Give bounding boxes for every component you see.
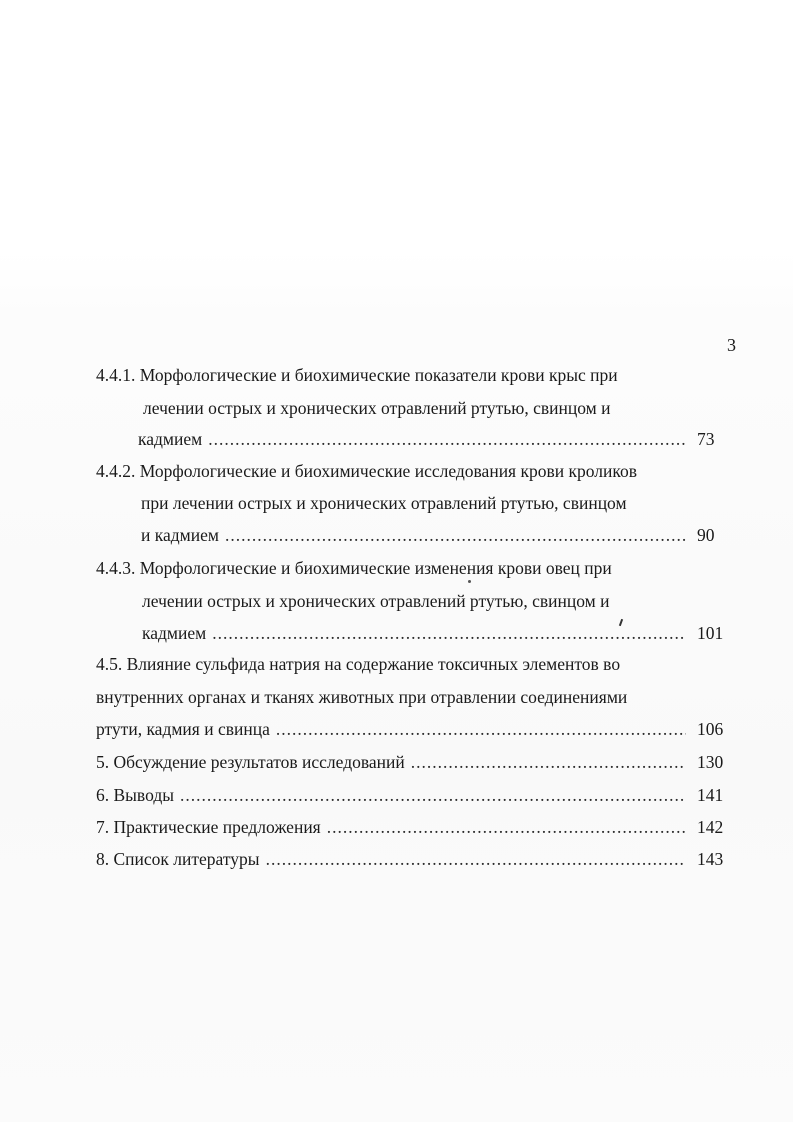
toc-entry-8-title: 8. Список литературы [96, 849, 260, 869]
toc-entry-6-page: 141 [697, 785, 724, 805]
dot-leader [411, 751, 686, 773]
toc-entry-4-4-2-line-2: при лечении острых и хронических отравлений ртутью, свинцом [141, 493, 627, 513]
toc-entry-7-page: 142 [697, 817, 724, 837]
toc-entry-4-5-line-3: ртути, кадмия и свинца [96, 719, 270, 739]
toc-entry-4-4-2-page: 90 [697, 525, 715, 545]
toc-entry-4-4-3-line-2: лечении острых и хронических отравлений ртутью, свинцом и [142, 591, 610, 611]
dot-leader [180, 784, 686, 806]
dot-leader [266, 848, 686, 870]
toc-entry-4-4-2-line-3: и кадмием [141, 525, 219, 545]
toc-entry-6-title: 6. Выводы [96, 785, 174, 805]
toc-entry-4-4-1-leader [138, 428, 686, 450]
toc-entry-4-5-page: 106 [697, 719, 724, 739]
toc-entry-4-5-leader [96, 718, 686, 740]
dot-leader [327, 816, 686, 838]
dot-leader [212, 622, 686, 644]
toc-entry-5-leader [96, 751, 686, 773]
toc-entry-8-page: 143 [697, 849, 724, 869]
toc-entry-6-leader [96, 784, 686, 806]
page-number: 3 [727, 335, 736, 355]
toc-entry-7-leader [96, 816, 686, 838]
dot-leader [276, 718, 686, 740]
toc-entry-5-title: 5. Обсуждение результатов исследований [96, 752, 405, 772]
toc-entry-4-4-1-line-1: 4.4.1. Морфологические и биохимические показатели крови крыс при [96, 365, 618, 385]
toc-entry-4-4-3-leader [142, 622, 686, 644]
toc-entry-7-title: 7. Практические предложения [96, 817, 321, 837]
toc-entry-4-5-line-1: 4.5. Влияние сульфида натрия на содержание токсичных элементов во [96, 654, 621, 674]
dot-leader [225, 524, 686, 546]
toc-entry-4-4-1-page: 73 [697, 429, 715, 449]
toc-entry-8-leader [96, 848, 686, 870]
toc-entry-4-4-3-page: 101 [697, 623, 724, 643]
toc-entry-4-4-2-line-1: 4.4.2. Морфологические и биохимические исследования крови кроликов [96, 461, 637, 481]
toc-entry-4-4-3-line-1: 4.4.3. Морфологические и биохимические изменения крови овец при [96, 558, 612, 578]
toc-entry-4-4-3-line-3: кадмием [142, 623, 207, 643]
toc-entry-4-4-1-line-2: лечении острых и хронических отравлений ртутью, свинцом и [143, 398, 611, 418]
toc-entry-4-4-1-line-3: кадмием [138, 429, 203, 449]
dot-leader [208, 428, 686, 450]
scan-speck [468, 580, 471, 583]
toc-entry-4-5-line-2: внутренних органах и тканях животных при отравлении соединениями [96, 687, 628, 707]
toc-entry-5-page: 130 [697, 752, 724, 772]
toc-entry-4-4-2-leader [141, 524, 686, 546]
